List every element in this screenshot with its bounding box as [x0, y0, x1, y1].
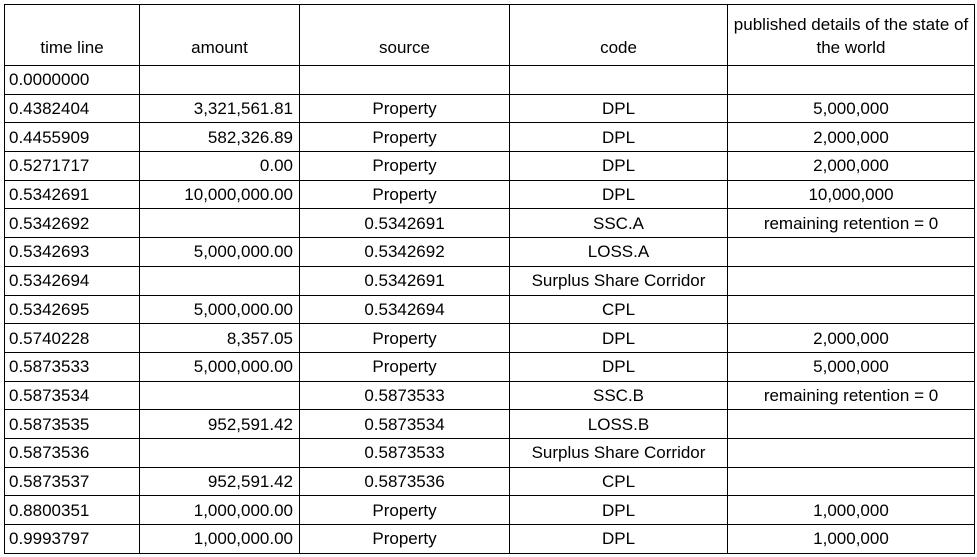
table-row [5, 496, 975, 525]
amount-cell[interactable]: 5,000,000.00 [140, 295, 300, 324]
time-line-cell[interactable]: 0.5873537 [5, 467, 140, 496]
source-cell[interactable]: 0.5342691 [300, 266, 510, 295]
published-details-cell[interactable]: 1,000,000 [728, 525, 975, 554]
amount-cell[interactable]: 10,000,000.00 [140, 180, 300, 209]
source-cell[interactable] [300, 66, 510, 95]
table-row [5, 180, 975, 209]
table-row [5, 209, 975, 238]
header-source[interactable]: source [300, 5, 510, 66]
source-cell[interactable]: 0.5342691 [300, 209, 510, 238]
published-details-cell[interactable] [728, 467, 975, 496]
published-details-cell[interactable] [728, 295, 975, 324]
published-details-cell[interactable] [728, 266, 975, 295]
code-cell[interactable]: DPL [510, 94, 728, 123]
code-cell[interactable]: DPL [510, 123, 728, 152]
amount-cell[interactable]: 3,321,561.81 [140, 94, 300, 123]
table-row [5, 381, 975, 410]
source-cell[interactable]: Property [300, 496, 510, 525]
amount-cell[interactable] [140, 209, 300, 238]
published-details-cell[interactable]: 5,000,000 [728, 94, 975, 123]
amount-cell[interactable]: 582,326.89 [140, 123, 300, 152]
amount-cell[interactable]: 1,000,000.00 [140, 496, 300, 525]
spreadsheet-region [4, 4, 975, 554]
time-line-cell[interactable]: 0.5873535 [5, 410, 140, 439]
source-cell[interactable]: 0.5342692 [300, 238, 510, 267]
header-code[interactable]: code [510, 5, 728, 66]
table-row [5, 467, 975, 496]
published-details-cell[interactable]: 10,000,000 [728, 180, 975, 209]
published-details-cell[interactable]: remaining retention = 0 [728, 381, 975, 410]
code-cell[interactable]: Surplus Share Corridor [510, 266, 728, 295]
code-cell[interactable]: CPL [510, 467, 728, 496]
amount-cell[interactable] [140, 381, 300, 410]
source-cell[interactable]: Property [300, 352, 510, 381]
code-cell[interactable]: DPL [510, 152, 728, 181]
table-row [5, 238, 975, 267]
time-line-cell[interactable]: 0.5342693 [5, 238, 140, 267]
code-cell[interactable] [510, 66, 728, 95]
table-body [5, 66, 975, 554]
amount-cell[interactable]: 952,591.42 [140, 467, 300, 496]
published-details-cell[interactable]: remaining retention = 0 [728, 209, 975, 238]
published-details-cell[interactable] [728, 238, 975, 267]
table-row [5, 352, 975, 381]
amount-cell[interactable]: 5,000,000.00 [140, 238, 300, 267]
table-row [5, 438, 975, 467]
amount-cell[interactable]: 1,000,000.00 [140, 525, 300, 554]
published-details-cell[interactable]: 2,000,000 [728, 152, 975, 181]
time-line-cell[interactable]: 0.5342695 [5, 295, 140, 324]
time-line-cell[interactable]: 0.5873534 [5, 381, 140, 410]
code-cell[interactable]: LOSS.B [510, 410, 728, 439]
table-row [5, 94, 975, 123]
header-row [5, 5, 975, 66]
source-cell[interactable]: Property [300, 180, 510, 209]
published-details-cell[interactable]: 2,000,000 [728, 324, 975, 353]
source-cell[interactable]: 0.5873536 [300, 467, 510, 496]
published-details-cell[interactable] [728, 438, 975, 467]
published-details-cell[interactable]: 5,000,000 [728, 352, 975, 381]
code-cell[interactable]: DPL [510, 525, 728, 554]
amount-cell[interactable] [140, 438, 300, 467]
code-cell[interactable]: LOSS.A [510, 238, 728, 267]
header-amount[interactable]: amount [140, 5, 300, 66]
time-line-cell[interactable]: 0.5873536 [5, 438, 140, 467]
source-cell[interactable]: Property [300, 525, 510, 554]
published-details-cell[interactable] [728, 410, 975, 439]
time-line-cell[interactable]: 0.5271717 [5, 152, 140, 181]
table-row [5, 410, 975, 439]
source-cell[interactable]: Property [300, 152, 510, 181]
header-published-details[interactable]: published details of the state of the world [728, 5, 975, 66]
time-line-cell[interactable]: 0.5342691 [5, 180, 140, 209]
source-cell[interactable]: Property [300, 123, 510, 152]
code-cell[interactable]: DPL [510, 496, 728, 525]
code-cell[interactable]: SSC.B [510, 381, 728, 410]
published-details-cell[interactable]: 2,000,000 [728, 123, 975, 152]
amount-cell[interactable] [140, 66, 300, 95]
source-cell[interactable]: 0.5342694 [300, 295, 510, 324]
table-row [5, 525, 975, 554]
code-cell[interactable]: Surplus Share Corridor [510, 438, 728, 467]
table-row [5, 266, 975, 295]
code-cell[interactable]: DPL [510, 352, 728, 381]
published-details-cell[interactable]: 1,000,000 [728, 496, 975, 525]
state-of-world-table [4, 4, 975, 554]
table-row [5, 66, 975, 95]
time-line-cell[interactable]: 0.5873533 [5, 352, 140, 381]
source-cell[interactable]: 0.5873534 [300, 410, 510, 439]
time-line-cell[interactable]: 0.0000000 [5, 66, 140, 95]
time-line-cell[interactable]: 0.5342694 [5, 266, 140, 295]
amount-cell[interactable] [140, 266, 300, 295]
source-cell[interactable]: Property [300, 94, 510, 123]
time-line-cell[interactable]: 0.5740228 [5, 324, 140, 353]
code-cell[interactable]: CPL [510, 295, 728, 324]
source-cell[interactable]: 0.5873533 [300, 381, 510, 410]
table-row [5, 152, 975, 181]
published-details-cell[interactable] [728, 66, 975, 95]
amount-cell[interactable]: 0.00 [140, 152, 300, 181]
code-cell[interactable]: SSC.A [510, 209, 728, 238]
time-line-cell[interactable]: 0.4455909 [5, 123, 140, 152]
table-row [5, 295, 975, 324]
table-row [5, 123, 975, 152]
amount-cell[interactable]: 952,591.42 [140, 410, 300, 439]
source-cell[interactable]: Property [300, 324, 510, 353]
code-cell[interactable]: DPL [510, 180, 728, 209]
amount-cell[interactable]: 8,357.05 [140, 324, 300, 353]
time-line-cell[interactable]: 0.8800351 [5, 496, 140, 525]
table-row [5, 324, 975, 353]
code-cell[interactable]: DPL [510, 324, 728, 353]
time-line-cell[interactable]: 0.5342692 [5, 209, 140, 238]
header-time-line[interactable]: time line [5, 5, 140, 66]
source-cell[interactable]: 0.5873533 [300, 438, 510, 467]
time-line-cell[interactable]: 0.4382404 [5, 94, 140, 123]
time-line-cell[interactable]: 0.9993797 [5, 525, 140, 554]
amount-cell[interactable]: 5,000,000.00 [140, 352, 300, 381]
